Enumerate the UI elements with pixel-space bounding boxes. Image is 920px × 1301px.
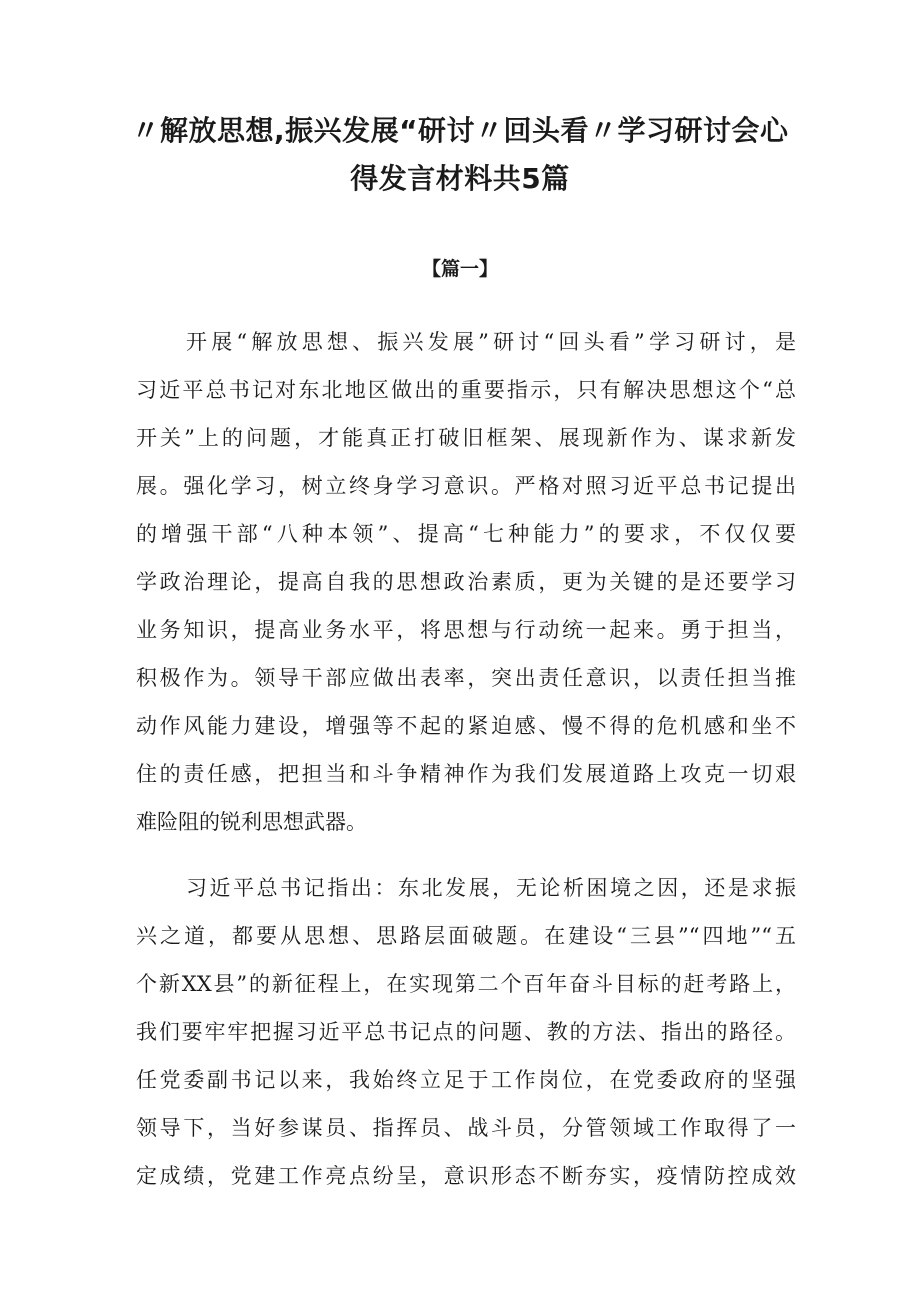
paragraph-line: 住的责任感，把担当和斗争精神作为我们发展道路上攻克一切艰	[136, 762, 796, 786]
paragraph-line: 的增强干部“八种本领”、提高“七种能力”的要求，不仅仅要	[136, 522, 796, 546]
paragraph-line: 习近平总书记对东北地区做出的重要指示，只有解决思想这个“总	[136, 378, 796, 402]
paragraph-line: 积极作为。领导干部应做出表率，突出责任意识，以责任担当推	[136, 666, 796, 690]
document-title-line-1: 〃解放思想,振兴发展“研讨〃回头看〃学习研讨会心	[131, 114, 789, 147]
paragraph-1	[136, 318, 796, 846]
paragraph-line: 我们要牢牢把握习近平总书记点的问题、教的方法、指出的路径。	[136, 1020, 796, 1044]
paragraph-line: 难险阻的锐利思想武器。	[136, 810, 367, 834]
paragraph-line: 学政治理论，提高自我的思想政治素质，更为关键的是还要学习	[136, 570, 796, 594]
section-heading: 【篇一】	[421, 258, 498, 280]
paragraph-line: 定成绩，党建工作亮点纷呈，意识形态不断夯实，疫情防控成效	[136, 1164, 796, 1188]
paragraph-line: 任党委副书记以来，我始终立足于工作岗位，在党委政府的坚强	[136, 1068, 796, 1092]
paragraph-2	[136, 864, 796, 1200]
paragraph-line: 业务知识，提高业务水平，将思想与行动统一起来。勇于担当，	[136, 618, 796, 642]
document-title-line-2: 得发言材料共5篇	[350, 162, 570, 195]
paragraph-line: 个新XX县”的新征程上，在实现第二个百年奋斗目标的赶考路上，	[136, 972, 796, 996]
paragraph-line: 开展“解放思想、振兴发展”研讨“回头看”学习研讨，是	[186, 330, 796, 354]
paragraph-line: 开关”上的问题，才能真正打破旧框架、展现新作为、谋求新发	[136, 426, 796, 450]
paragraph-line: 展。强化学习，树立终身学习意识。严格对照习近平总书记提出	[136, 474, 796, 498]
paragraph-line: 领导下，当好参谋员、指挥员、战斗员，分管领域工作取得了一	[136, 1116, 796, 1140]
paragraph-line: 兴之道，都要从思想、思路层面破题。在建设“三县”“四地”“五	[136, 924, 796, 948]
paragraph-line: 习近平总书记指出：东北发展，无论析困境之因，还是求振	[186, 876, 796, 900]
paragraph-line: 动作风能力建设，增强等不起的紧迫感、慢不得的危机感和坐不	[136, 714, 796, 738]
